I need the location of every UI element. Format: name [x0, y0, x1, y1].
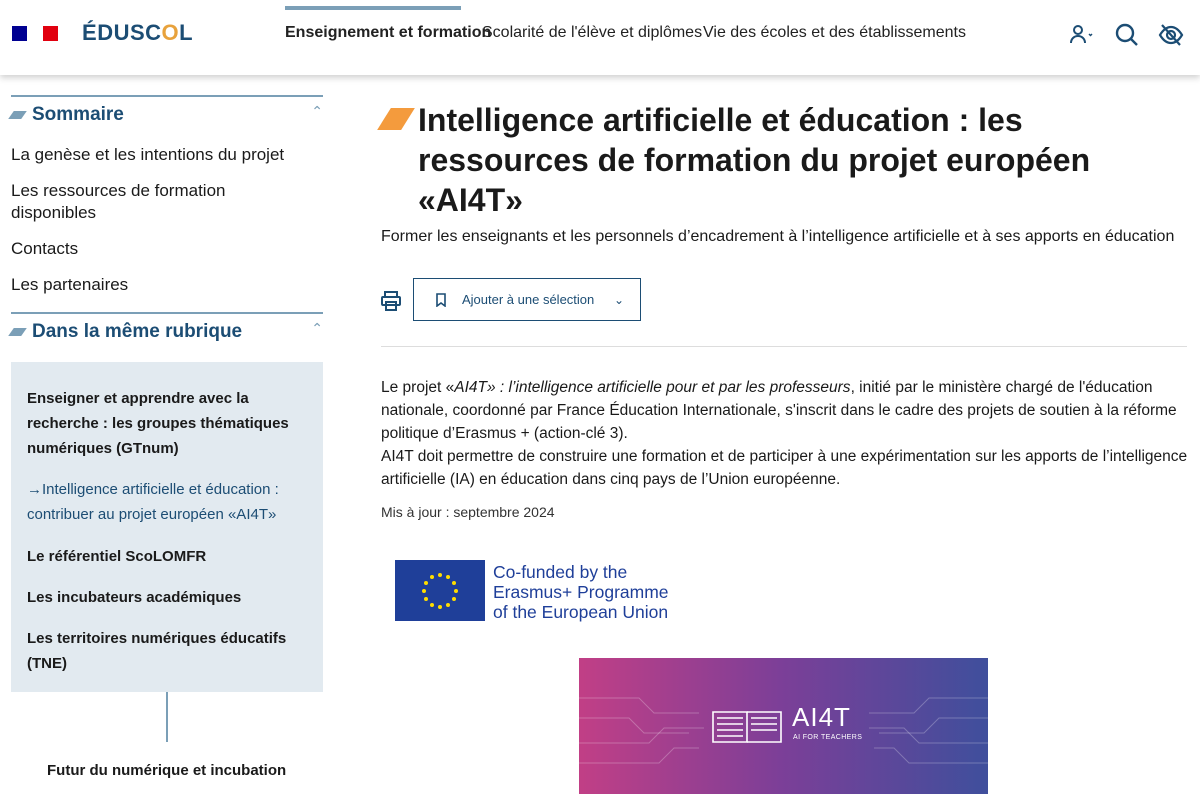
vertical-connector — [166, 692, 168, 742]
site-header — [0, 0, 1200, 75]
chevron-down-icon: ⌄ — [613, 292, 624, 307]
intro-paragraph-1: Le projet «AI4T» : l’intelligence artificielle pour et par les professeurs, initié par le ministère chargé de l'éducation nationale, coordonné par France Éducation Internationale, s'inscrit dans le cadre des projets de soutien à la réforme politique d’Erasmus + (action-clé 3). — [381, 379, 1177, 442]
rubrique-header[interactable] — [11, 312, 323, 342]
eduscol-logo[interactable]: ÉDUSCOL — [82, 20, 194, 45]
nav-vie-ecoles[interactable]: Vie des écoles et des établissements — [703, 24, 966, 41]
rubrique-item-ai4t-current[interactable]: →Intelligence artificielle et éducation : contribuer au projet européen «AI4T» — [27, 481, 279, 523]
page-title: Intelligence artificielle et éducation : les ressources de formation du projet européen «AI4T» — [418, 102, 1091, 218]
title-slash-decoration — [377, 108, 415, 130]
slash-decoration — [8, 111, 27, 119]
sommaire-title: Sommaire — [32, 104, 124, 125]
banner-ai4t-name: AI4T — [792, 702, 851, 732]
republique-francaise-logo[interactable] — [12, 26, 58, 41]
nav-scolarite-eleve[interactable]: Scolarité de l'élève et diplômes — [482, 24, 703, 41]
intro-text — [381, 376, 1191, 491]
toc-item-genese[interactable]: La genèse et les intentions du projet — [11, 145, 285, 164]
rubrique-title: Dans la même rubrique — [32, 321, 243, 342]
banner-ai4t-subtitle: AI FOR TEACHERS — [793, 734, 863, 741]
sommaire-header[interactable] — [11, 95, 323, 125]
chevron-up-icon[interactable]: ⌃ — [311, 320, 323, 336]
toc-item-partenaires[interactable]: Les partenaires — [11, 275, 129, 294]
rubrique-item-tne[interactable]: Les territoires numériques éducatifs (TNE) — [27, 630, 287, 672]
accessibility-icon[interactable] — [1158, 22, 1184, 48]
update-date: Mis à jour : septembre 2024 — [381, 504, 555, 520]
search-icon[interactable] — [1114, 22, 1140, 48]
slash-decoration — [8, 328, 27, 336]
ai4t-banner-image — [579, 658, 988, 794]
chevron-up-icon[interactable]: ⌃ — [311, 103, 323, 119]
rubrique-item-scolomfr[interactable]: Le référentiel ScoLOMFR — [27, 548, 207, 565]
rubrique-item-gtnum[interactable]: Enseigner et apprendre avec la recherche : les groupes thématiques numériques (GTnum) — [27, 390, 289, 457]
futur-numerique-link[interactable]: Futur du numérique et incubation — [47, 762, 287, 779]
content-divider — [381, 346, 1187, 347]
print-icon[interactable] — [380, 290, 402, 312]
add-to-selection-label: Ajouter à une sélection — [462, 292, 595, 307]
bookmark-icon — [434, 293, 448, 307]
add-to-selection-button[interactable] — [413, 278, 641, 321]
toc-item-contacts[interactable]: Contacts — [11, 239, 79, 258]
toc-item-ressources[interactable]: Les ressources de formation disponibles — [11, 181, 226, 222]
intro-paragraph-2: AI4T doit permettre de construire une formation et de participer à une expérimentation sur les apports de l’intelligence artificielle (IA) en éducation dans cinq pays de l’Union européenne. — [381, 448, 1188, 488]
user-icon[interactable] — [1068, 22, 1094, 48]
eu-cofunded-text: Co-funded by the Erasmus+ Programme of the European Union — [493, 562, 669, 622]
nav-enseignement-formation[interactable]: Enseignement et formation — [285, 24, 492, 41]
rubrique-item-incubateurs[interactable]: Les incubateurs académiques — [27, 589, 242, 606]
page-subtitle: Former les enseignants et les personnels d’encadrement à l’intelligence artificielle et à ses apports en éducation — [381, 228, 1175, 245]
eu-flag-logo — [395, 560, 485, 621]
rubrique-list — [11, 362, 323, 692]
